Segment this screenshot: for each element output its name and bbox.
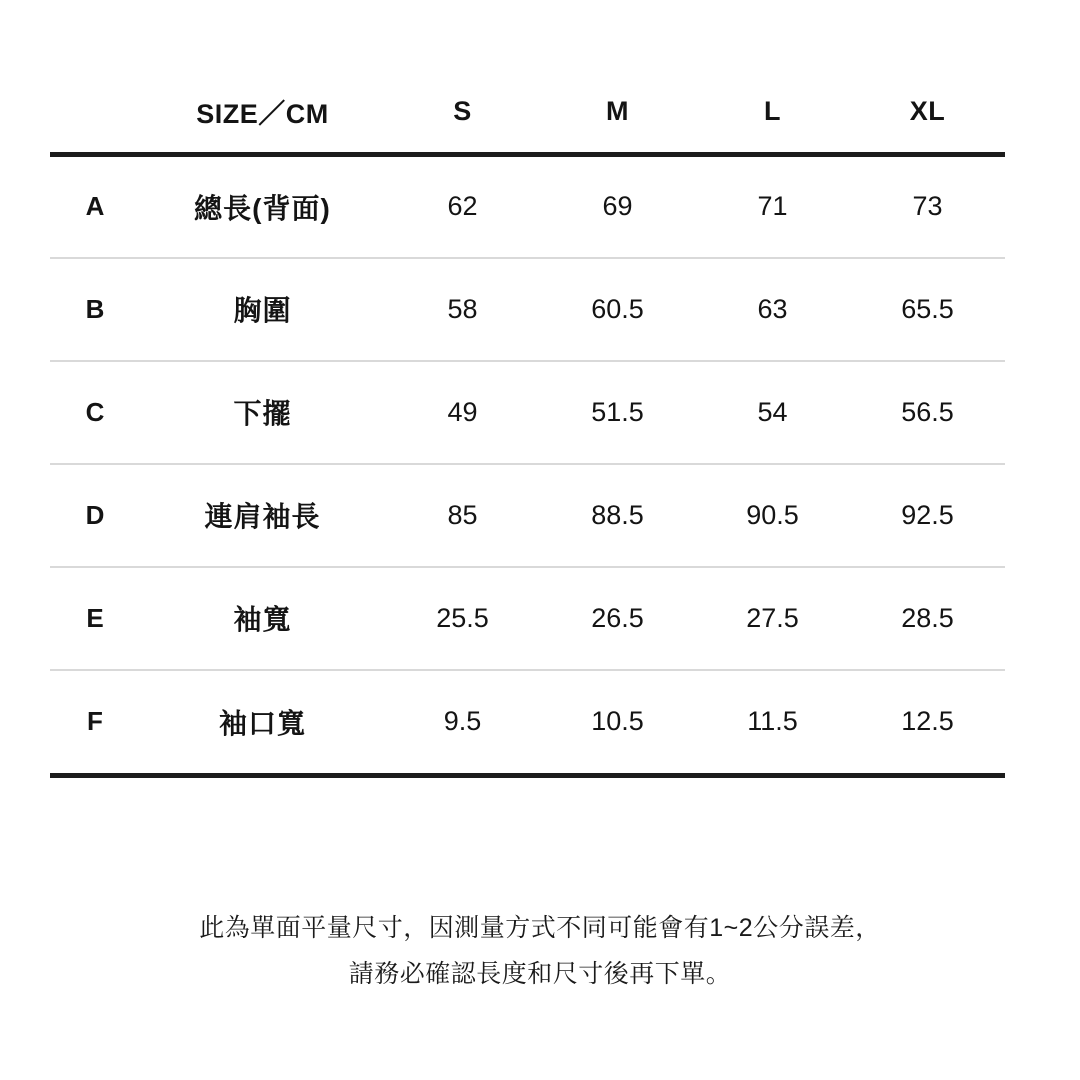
cell-value: 58 xyxy=(447,293,478,324)
cell-value: 25.5 xyxy=(436,602,489,633)
header-size-xl: XL xyxy=(909,95,946,126)
row-label: 袖口寬 xyxy=(218,707,306,739)
row-label: 胸圍 xyxy=(233,295,292,326)
cell-value: 56.5 xyxy=(901,396,954,427)
table-row xyxy=(50,567,1005,670)
cell-value: 10.5 xyxy=(591,706,644,736)
row-letter: C xyxy=(85,396,105,427)
note-line-1: 此為單面平量尺寸，因測量方式不同可能會有1~2公分誤差， xyxy=(199,914,881,942)
cell-value: 88.5 xyxy=(591,499,644,530)
row-label: 總長(背面) xyxy=(194,192,331,224)
table-row xyxy=(50,361,1005,464)
row-label: 袖寬 xyxy=(233,604,292,635)
cell-value: 49 xyxy=(447,396,478,427)
cell-value: 12.5 xyxy=(901,706,954,736)
size-table xyxy=(50,70,1005,773)
cell-value: 62 xyxy=(447,191,478,222)
header-size-m: M xyxy=(606,95,629,126)
cell-value: 28.5 xyxy=(901,602,954,633)
row-letter: E xyxy=(86,602,104,633)
cell-value: 27.5 xyxy=(746,602,799,633)
cell-value: 73 xyxy=(912,191,943,222)
row-label: 連肩袖長 xyxy=(204,501,321,532)
table-row xyxy=(50,464,1005,567)
cell-value: 69 xyxy=(602,191,633,222)
row-label: 下擺 xyxy=(233,398,292,429)
row-letter: B xyxy=(85,293,105,324)
cell-value: 65.5 xyxy=(901,293,954,324)
header-size-cm: SIZE／CM xyxy=(196,98,329,129)
table-row xyxy=(50,258,1005,361)
cell-value: 71 xyxy=(757,191,788,222)
table-row xyxy=(50,670,1005,773)
row-letter: D xyxy=(85,499,105,530)
size-table-container xyxy=(50,70,1005,778)
cell-value: 51.5 xyxy=(591,396,644,427)
table-bottom-divider xyxy=(50,773,1005,778)
header-size-l: L xyxy=(764,95,781,126)
cell-value: 90.5 xyxy=(746,499,799,530)
note-line-2: 請務必確認長度和尺寸後再下單。 xyxy=(348,960,732,988)
cell-value: 9.5 xyxy=(443,706,482,736)
cell-value: 92.5 xyxy=(901,499,954,530)
header-spacer xyxy=(50,70,140,155)
cell-value: 54 xyxy=(757,396,788,427)
row-letter: A xyxy=(85,191,105,222)
measurement-note xyxy=(0,905,1080,997)
cell-value: 60.5 xyxy=(591,293,644,324)
cell-value: 26.5 xyxy=(591,602,644,633)
table-header-row xyxy=(50,70,1005,155)
cell-value: 85 xyxy=(447,499,478,530)
cell-value: 63 xyxy=(757,293,788,324)
table-row xyxy=(50,155,1005,258)
header-size-s: S xyxy=(453,95,472,126)
cell-value: 11.5 xyxy=(747,706,798,736)
row-letter: F xyxy=(87,706,103,736)
